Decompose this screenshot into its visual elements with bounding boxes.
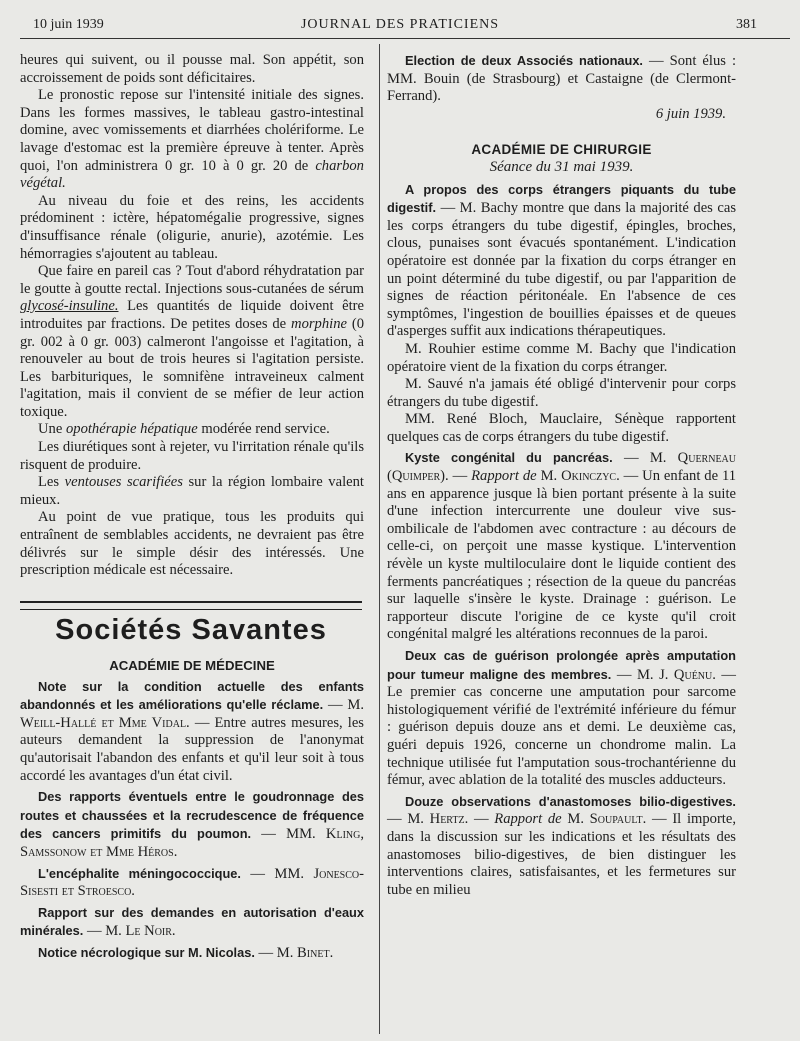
column-divider (379, 44, 380, 1034)
entry: Note sur la condition actuelle des enfants abandonnés et les améliorations qu'elle réclame. — M. Weill-Hallé et Mme Vidal. — Entre autres mesures, les auteurs demandent la suppression de l'anonymat qu'autorisait l'abandon des enfants et qu'il leur soit à tous accordé les avantages d'un état civil. (20, 678, 364, 784)
academie-chirurgie-heading: ACADÉMIE DE CHIRURGIE (471, 142, 652, 158)
societes-column (20, 657, 364, 963)
left-column (20, 52, 364, 580)
paragraph: Au point de vue pratique, tous les produits qui entraînent de semblables accidents, ne devraient pas être délivrés sur le simple désir des intéressés. Une prescription médicale est nécessaire. (20, 509, 364, 579)
entry: L'encéphalite méningococcique. — MM. Jonesco-Sisesti et Stroesco. (20, 865, 364, 900)
paragraph: M. Sauvé n'a jamais été obligé d'intervenir pour corps étrangers du tube digestif. (387, 376, 736, 410)
paragraph: Les diurétiques sont à rejeter, vu l'irritation rénale qu'ils risquent de produire. (20, 439, 364, 473)
entry: Deux cas de guérison prolongée après amputation pour tumeur maligne des membres. — M. J. Quénu. — Le premier cas concerne une amputation pour sarcome histologiquement vérifié de l'extrémité inférieure du fémur : guérison depuis douze ans et demi. Le deuxième cas, guéri depuis 1926, concerne un chondrome malin. La technique utilisée fut l'amputation sous-trochantérienne du fémur, avec ablation de la totalité des muscles adducteurs. (387, 648, 736, 789)
entry: Notice nécrologique sur M. Nicolas. — M. Binet. (38, 944, 334, 961)
election-date: 6 juin 1939. (655, 105, 726, 122)
paragraph: Que faire en pareil cas ? Tout d'abord réhydratation par le goutte à goutte rectal. Injections sous-cutanées de sérum glycosé-insuline. Les quantités de liquide doivent être introduites par fractions. De petites doses de morphine (0 gr. 002 à 0 gr. 003) calmeront l'angoisse et l'agitation, à renouveler au bout de trois heures si l'agitation persiste. Les barbituriques, le somnifène intraveineux calment l'agitation, mais il convient de se méfier de leur action toxique. (20, 263, 365, 420)
entry: Des rapports éventuels entre le goudronnage des routes et chaussées et la recrudescence de fréquence des cancers primitifs du poumon. — MM. Kling, Samssonow et Mme Héros. (20, 789, 364, 860)
header-rule (20, 38, 790, 39)
paragraph: Le pronostic repose sur l'intensité initiale des signes. Dans les formes massives, le tableau gastro-intestinal domine, avec vomissements et diarrhées cholériforme. Le lavage d'estomac est la première épreuve à tenter. Après quoi, l'on administrera 0 gr. 10 à 0 gr. 20 de charbon végétal. (20, 87, 364, 192)
paragraph: M. Rouhier estime comme M. Bachy que l'indication opératoire vient de la fixation du corps étranger. (387, 340, 736, 375)
election-entry: Election de deux Associés nationaux. — Sont élus : MM. Bouin (de Strasbourg) et Castaigne (de Clermont-Ferrand). (387, 53, 737, 105)
paragraph: Les ventouses scarifiées sur la région lombaire valent mieux. (20, 474, 364, 508)
paragraph: heures qui suivent, ou il pousse mal. Son appétit, son accroissement de poids sont déficitaires. (20, 52, 364, 86)
paragraph: MM. René Bloch, Mauclaire, Sénèque rapportent quelques cas de corps étrangers du tube digestif. (387, 411, 736, 445)
header-journal-title: JOURNAL DES PRATICIENS (300, 17, 500, 32)
academie-medecine-heading: ACADÉMIE DE MÉDECINE (109, 658, 275, 673)
entry: Kyste congénital du pancréas. — M. Querneau (Quimper). — Rapport de M. Okinczyc. — Un enfant de 11 ans en apparence jusque là bien portant présente à la suite d'une infection intercurrente une douleur vive sus-ombilicale de l'abdomen avec contracture : au décours de celle-ci, on perçoit une masse kystique. L'intervention révèle un kyste multiloculaire dont le liquide contient des ferments pancréatiques ; résection de la queue du pancréas sur laquelle s'insère le kyste. Drainage : guérison. Le rapporteur discute l'origine de ce kyste qu'il croit congénital malgré les altérations reconnues de la paroi. (387, 450, 737, 643)
entry: Douze observations d'anastomoses bilio-digestives. — M. Hertz. — Rapport de M. Soupault. — Il importe, dans la discussion sur les indications et les résultats des anastomoses bilio-digestives, de bien distinguer les interventions claires, satisfaisantes, et les fermetures sur tube en milieu (387, 793, 736, 898)
seance-date: Séance du 31 mai 1939. (489, 158, 634, 175)
paragraph: Au niveau du foie et des reins, les accidents prédominent : ictère, hépatomégalie progressive, signes d'insuffisance rénale (oligurie, anurie), azotémie. Les hémorragies s'ajoutent au tableau. (20, 192, 364, 262)
entry: Rapport sur des demandes en autorisation d'eaux minérales. — M. Le Noir. (20, 904, 364, 940)
paragraph: Une opothérapie hépatique modérée rend service. (38, 421, 330, 438)
entry: A propos des corps étrangers piquants du tube digestif. — M. Bachy montre que dans la majorité des cas les corps étrangers du tube digestif, épingles, broches, clous, punaises sont évacués spontanément. L'indication opératoire est donnée par la fixation du corps étranger en un point déterminé du tube digestif, ou par l'apparition de signes de réaction péritonéale. En l'absence de ces symptômes, l'ingestion de bouillies épaisses et de queues d'asperges suffit aux indications thérapeutiques. (387, 181, 736, 340)
section-title: Sociétés Savantes (55, 614, 327, 646)
right-column (387, 52, 736, 899)
header-page-number: 381 (736, 17, 757, 32)
section-double-rule (20, 601, 362, 610)
header-date: 10 juin 1939 (33, 17, 104, 32)
page-header (0, 0, 800, 40)
